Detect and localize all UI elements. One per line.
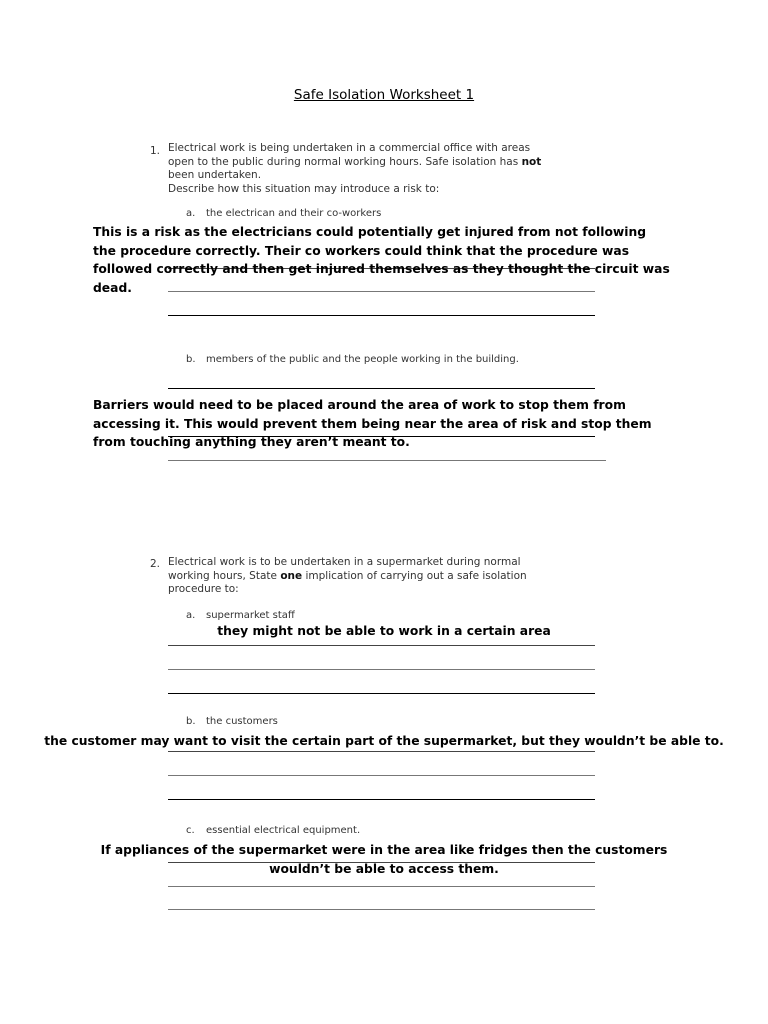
answer-line	[168, 886, 595, 887]
question-2-line-1: Electrical work is to be undertaken in a supermarket during normal	[168, 556, 521, 568]
answer-line	[168, 693, 595, 694]
question-2c-label: c.	[186, 825, 195, 836]
answer-line	[168, 645, 595, 646]
answer-line	[168, 799, 595, 800]
question-2-bold: one	[280, 569, 303, 582]
answer-line	[168, 388, 595, 389]
question-2-line-2: working hours, State one implication of carrying out a safe isolation	[168, 569, 527, 582]
answer-1b[interactable]: Barriers would need to be placed around the area of work to stop them from accessing it. This would prevent them being near the area of risk and stop them from touching anything they aren’t meant to.	[93, 398, 652, 449]
answer-2c[interactable]: If appliances of the supermarket were in the area like fridges then the customers wouldn’t be able to access them.	[100, 843, 668, 876]
answer-line	[168, 460, 606, 461]
question-2b-label: b.	[186, 716, 196, 727]
question-1b-label: b.	[186, 354, 196, 365]
question-2b-text: the customers	[206, 716, 278, 727]
question-1a-text: the electrican and their co-workers	[206, 208, 382, 219]
question-1a-label: a.	[186, 208, 196, 219]
question-1-number: 1.	[150, 145, 161, 157]
answer-line	[168, 775, 595, 776]
question-1-line-2: open to the public during normal working hours. Safe isolation has not	[168, 155, 542, 168]
question-2-line-3: procedure to:	[168, 583, 239, 595]
answer-line	[168, 669, 595, 670]
question-1-line-3: been undertaken.	[168, 169, 262, 181]
question-2a-text: supermarket staff	[206, 610, 295, 621]
question-1-line-4: Describe how this situation may introduce a risk to:	[168, 182, 440, 195]
question-2a-label: a.	[186, 610, 196, 621]
question-1-line-1: Electrical work is being undertaken in a commercial office with areas	[168, 142, 531, 154]
answer-line	[168, 751, 595, 752]
question-2-text	[168, 556, 548, 597]
answer-2a[interactable]: they might not be able to work in a certain area	[217, 624, 551, 638]
answer-line	[168, 909, 595, 910]
answer-1a[interactable]: This is a risk as the electricians could potentially get injured from not following the procedure correctly. Their co workers could think that the procedure was followed correctly and then get injured themselves as they thought the circuit was dead.	[93, 225, 670, 295]
answer-2b[interactable]: the customer may want to visit the certain part of the supermarket, but they wouldn’t be able to.	[44, 734, 724, 748]
question-1-bold: not	[521, 155, 542, 168]
question-2c-text: essential electrical equipment.	[206, 825, 361, 836]
question-1b-text: members of the public and the people working in the building.	[206, 354, 519, 365]
page-title: Safe Isolation Worksheet 1	[293, 87, 475, 103]
answer-line	[168, 315, 595, 316]
question-2-number: 2.	[150, 558, 161, 570]
question-1-text	[168, 142, 548, 196]
